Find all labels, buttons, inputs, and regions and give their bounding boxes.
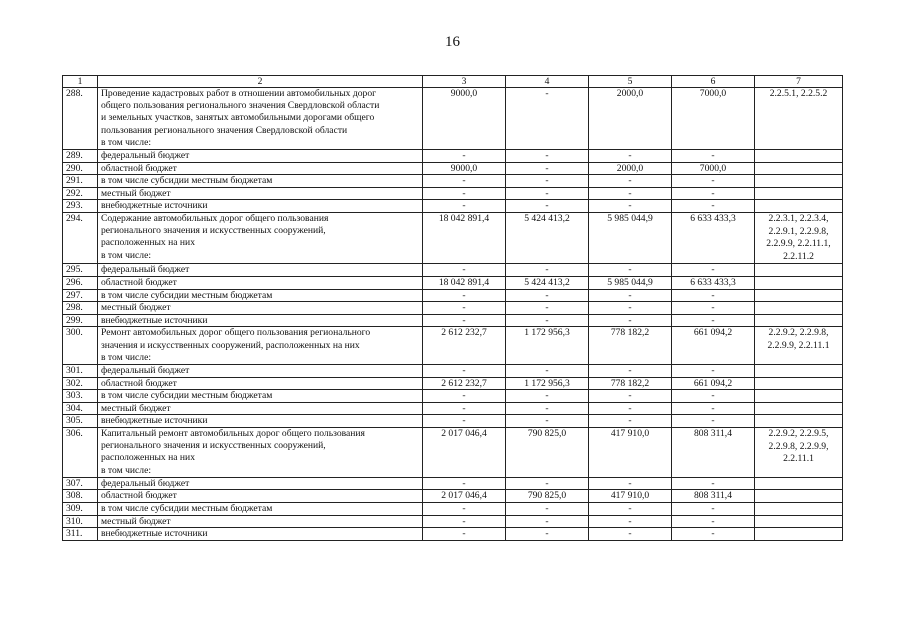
description-line: Содержание автомобильных дорог общего пользования: [101, 212, 329, 224]
amount-cell: -: [672, 515, 755, 528]
column-header: 2: [98, 76, 423, 88]
amount-cell: 2 612 232,7: [423, 377, 506, 390]
row-description: [98, 515, 423, 528]
table-row: [63, 150, 843, 163]
amount-cell: 7000,0: [672, 88, 755, 150]
row-description: [98, 477, 423, 490]
amount-cell: -: [589, 502, 672, 515]
amount-cell: -: [506, 502, 589, 515]
amount-cell: -: [423, 187, 506, 200]
amount-cell: -: [589, 200, 672, 213]
column-header: 4: [506, 76, 589, 88]
reference-line: 2.2.9.8, 2.2.9.9,: [768, 440, 829, 452]
description-line: в том числе:: [101, 136, 152, 148]
row-number: 293.: [63, 200, 98, 213]
amount-cell: -: [589, 264, 672, 277]
reference-cell: [755, 264, 843, 277]
amount-cell: 6 633 433,3: [672, 212, 755, 263]
table-row: [63, 364, 843, 377]
amount-cell: -: [423, 528, 506, 541]
amount-cell: -: [506, 402, 589, 415]
description-line: федеральный бюджет: [101, 477, 190, 489]
amount-cell: 5 985 044,9: [589, 276, 672, 289]
amount-cell: 18 042 891,4: [423, 212, 506, 263]
amount-cell: 2000,0: [589, 162, 672, 175]
amount-cell: -: [672, 200, 755, 213]
amount-cell: -: [506, 390, 589, 403]
amount-cell: 9000,0: [423, 162, 506, 175]
amount-cell: -: [423, 200, 506, 213]
table-row: [63, 314, 843, 327]
amount-cell: 2 612 232,7: [423, 327, 506, 365]
amount-cell: -: [423, 415, 506, 428]
amount-cell: -: [672, 175, 755, 188]
reference-line: 2.2.3.1, 2.2.3.4,: [768, 212, 829, 224]
row-number: 305.: [63, 415, 98, 428]
column-header: 7: [755, 76, 843, 88]
description-line: в том числе субсидии местным бюджетам: [101, 175, 273, 187]
reference-line: 2.2.5.1, 2.2.5.2: [769, 88, 828, 99]
amount-cell: -: [506, 415, 589, 428]
description-line: областной бюджет: [101, 276, 177, 288]
amount-cell: 661 094,2: [672, 377, 755, 390]
table-row: [63, 402, 843, 415]
description-line: в том числе субсидии местным бюджетам: [101, 502, 273, 514]
amount-cell: -: [589, 364, 672, 377]
description-line: федеральный бюджет: [101, 150, 190, 162]
table-row: [63, 502, 843, 515]
amount-cell: -: [506, 515, 589, 528]
table-row: [63, 212, 843, 263]
amount-cell: -: [423, 402, 506, 415]
reference-cell: [755, 515, 843, 528]
description-line: местный бюджет: [101, 302, 171, 314]
amount-cell: -: [423, 390, 506, 403]
row-description: [98, 175, 423, 188]
amount-cell: -: [423, 477, 506, 490]
row-number: 294.: [63, 212, 98, 263]
amount-cell: -: [589, 528, 672, 541]
amount-cell: -: [506, 175, 589, 188]
amount-cell: 661 094,2: [672, 327, 755, 365]
description-line: в том числе субсидии местным бюджетам: [101, 390, 273, 402]
row-description: [98, 88, 423, 150]
table-row: [63, 390, 843, 403]
row-number: 288.: [63, 88, 98, 150]
column-header: 1: [63, 76, 98, 88]
amount-cell: 5 424 413,2: [506, 276, 589, 289]
reference-cell: [755, 528, 843, 541]
amount-cell: -: [506, 477, 589, 490]
amount-cell: -: [423, 302, 506, 315]
budget-table: [62, 75, 843, 541]
row-number: 292.: [63, 187, 98, 200]
amount-cell: -: [506, 314, 589, 327]
amount-cell: -: [589, 390, 672, 403]
amount-cell: -: [672, 477, 755, 490]
amount-cell: -: [506, 150, 589, 163]
description-line: в том числе субсидии местным бюджетам: [101, 289, 273, 301]
row-number: 307.: [63, 477, 98, 490]
amount-cell: 808 311,4: [672, 427, 755, 477]
amount-cell: -: [589, 175, 672, 188]
row-number: 289.: [63, 150, 98, 163]
row-description: [98, 427, 423, 477]
table-row: [63, 200, 843, 213]
reference-cell: [755, 377, 843, 390]
header-row: [63, 76, 843, 88]
reference-cell: [755, 490, 843, 503]
row-description: [98, 200, 423, 213]
row-number: 310.: [63, 515, 98, 528]
row-description: [98, 276, 423, 289]
amount-cell: 1 172 956,3: [506, 377, 589, 390]
table-row: [63, 528, 843, 541]
amount-cell: -: [506, 200, 589, 213]
description-line: и земельных участков, занятых автомобильными дорогами общего: [101, 112, 375, 124]
column-header: 6: [672, 76, 755, 88]
description-line: расположенных на них: [101, 452, 195, 464]
description-line: значения и искусственных сооружений, расположенных на них: [101, 339, 360, 351]
table-row: [63, 477, 843, 490]
reference-line: 2.2.11.2: [783, 250, 814, 262]
amount-cell: -: [423, 364, 506, 377]
row-description: [98, 314, 423, 327]
reference-cell: [755, 427, 843, 477]
amount-cell: -: [423, 175, 506, 188]
amount-cell: -: [672, 187, 755, 200]
row-description: [98, 264, 423, 277]
reference-cell: [755, 327, 843, 365]
amount-cell: 18 042 891,4: [423, 276, 506, 289]
amount-cell: -: [506, 364, 589, 377]
reference-line: 2.2.9.1, 2.2.9.8,: [768, 225, 829, 237]
row-number: 303.: [63, 390, 98, 403]
table-row: [63, 289, 843, 302]
reference-line: 2.2.9.2, 2.2.9.8,: [768, 327, 829, 339]
description-line: внебюджетные источники: [101, 415, 208, 427]
reference-cell: [755, 175, 843, 188]
row-number: 296.: [63, 276, 98, 289]
table-row: [63, 377, 843, 390]
amount-cell: 778 182,2: [589, 377, 672, 390]
reference-cell: [755, 502, 843, 515]
description-line: местный бюджет: [101, 402, 171, 414]
row-number: 301.: [63, 364, 98, 377]
reference-cell: [755, 289, 843, 302]
reference-line: 2.2.9.9, 2.2.11.1,: [766, 238, 831, 250]
row-description: [98, 502, 423, 515]
amount-cell: -: [672, 150, 755, 163]
amount-cell: -: [672, 502, 755, 515]
row-description: [98, 302, 423, 315]
reference-cell: [755, 212, 843, 263]
page-number: 16: [445, 34, 460, 50]
reference-cell: [755, 302, 843, 315]
row-number: 306.: [63, 427, 98, 477]
amount-cell: -: [423, 150, 506, 163]
amount-cell: 417 910,0: [589, 427, 672, 477]
description-line: внебюджетные источники: [101, 314, 208, 326]
row-number: 304.: [63, 402, 98, 415]
amount-cell: 790 825,0: [506, 490, 589, 503]
amount-cell: 2 017 046,4: [423, 427, 506, 477]
column-header: 5: [589, 76, 672, 88]
row-description: [98, 490, 423, 503]
amount-cell: -: [506, 289, 589, 302]
amount-cell: -: [672, 302, 755, 315]
description-line: федеральный бюджет: [101, 264, 190, 276]
row-number: 297.: [63, 289, 98, 302]
amount-cell: -: [589, 187, 672, 200]
description-line: Проведение кадастровых работ в отношении автомобильных дорог: [101, 88, 377, 99]
reference-cell: [755, 314, 843, 327]
description-line: областной бюджет: [101, 377, 177, 389]
amount-cell: 790 825,0: [506, 427, 589, 477]
reference-cell: [755, 402, 843, 415]
row-number: 291.: [63, 175, 98, 188]
reference-line: 2.2.11.1: [783, 453, 814, 465]
row-number: 308.: [63, 490, 98, 503]
description-line: в том числе:: [101, 464, 152, 476]
amount-cell: 6 633 433,3: [672, 276, 755, 289]
description-line: областной бюджет: [101, 162, 177, 174]
reference-cell: [755, 162, 843, 175]
amount-cell: 5 985 044,9: [589, 212, 672, 263]
reference-cell: [755, 390, 843, 403]
row-description: [98, 150, 423, 163]
table-row: [63, 264, 843, 277]
description-line: общего пользования регионального значения Свердловской области: [101, 100, 380, 112]
reference-cell: [755, 200, 843, 213]
amount-cell: -: [423, 264, 506, 277]
amount-cell: -: [672, 528, 755, 541]
table-row: [63, 88, 843, 150]
amount-cell: -: [423, 515, 506, 528]
description-line: областной бюджет: [101, 490, 177, 502]
amount-cell: -: [589, 150, 672, 163]
description-line: регионального значения и искусственных сооружений,: [101, 225, 326, 237]
description-line: местный бюджет: [101, 515, 171, 527]
amount-cell: -: [423, 502, 506, 515]
amount-cell: 417 910,0: [589, 490, 672, 503]
row-description: [98, 289, 423, 302]
amount-cell: -: [589, 477, 672, 490]
description-line: Капитальный ремонт автомобильных дорог общего пользования: [101, 427, 365, 439]
amount-cell: -: [589, 302, 672, 315]
amount-cell: -: [672, 364, 755, 377]
description-line: федеральный бюджет: [101, 364, 190, 376]
amount-cell: -: [672, 390, 755, 403]
amount-cell: -: [589, 314, 672, 327]
row-description: [98, 212, 423, 263]
amount-cell: 1 172 956,3: [506, 327, 589, 365]
reference-cell: [755, 477, 843, 490]
amount-cell: -: [506, 187, 589, 200]
row-number: 295.: [63, 264, 98, 277]
row-number: 299.: [63, 314, 98, 327]
reference-line: 2.2.9.9, 2.2.11.1: [767, 339, 830, 351]
amount-cell: 5 424 413,2: [506, 212, 589, 263]
table-row: [63, 415, 843, 428]
row-number: 300.: [63, 327, 98, 365]
description-line: регионального значения и искусственных сооружений,: [101, 440, 326, 452]
table-row: [63, 162, 843, 175]
table-row: [63, 327, 843, 365]
row-number: 298.: [63, 302, 98, 315]
description-line: в том числе:: [101, 351, 152, 363]
row-number: 302.: [63, 377, 98, 390]
column-header: 3: [423, 76, 506, 88]
row-number: 311.: [63, 528, 98, 541]
description-line: Ремонт автомобильных дорог общего пользования регионального: [101, 327, 371, 339]
row-description: [98, 528, 423, 541]
amount-cell: -: [672, 415, 755, 428]
amount-cell: -: [589, 515, 672, 528]
row-description: [98, 377, 423, 390]
amount-cell: -: [506, 162, 589, 175]
amount-cell: 7000,0: [672, 162, 755, 175]
table-row: [63, 490, 843, 503]
amount-cell: -: [672, 264, 755, 277]
amount-cell: -: [672, 314, 755, 327]
table-row: [63, 187, 843, 200]
reference-cell: [755, 187, 843, 200]
reference-cell: [755, 150, 843, 163]
description-line: расположенных на них: [101, 237, 195, 249]
table-body: [63, 88, 843, 541]
description-line: пользования регионального значения Свердловской области: [101, 124, 348, 136]
amount-cell: -: [589, 289, 672, 302]
description-line: внебюджетные источники: [101, 200, 208, 212]
row-description: [98, 415, 423, 428]
amount-cell: -: [506, 528, 589, 541]
amount-cell: 2 017 046,4: [423, 490, 506, 503]
description-line: внебюджетные источники: [101, 528, 208, 540]
table-row: [63, 302, 843, 315]
description-line: в том числе:: [101, 249, 152, 261]
amount-cell: 778 182,2: [589, 327, 672, 365]
description-line: местный бюджет: [101, 187, 171, 199]
amount-cell: 808 311,4: [672, 490, 755, 503]
amount-cell: -: [506, 302, 589, 315]
amount-cell: -: [589, 402, 672, 415]
reference-cell: [755, 364, 843, 377]
reference-cell: [755, 88, 843, 150]
amount-cell: 2000,0: [589, 88, 672, 150]
amount-cell: -: [672, 402, 755, 415]
table-row: [63, 427, 843, 477]
row-number: 290.: [63, 162, 98, 175]
row-description: [98, 402, 423, 415]
amount-cell: -: [506, 264, 589, 277]
table-row: [63, 175, 843, 188]
row-description: [98, 327, 423, 365]
row-number: 309.: [63, 502, 98, 515]
reference-line: 2.2.9.2, 2.2.9.5,: [768, 427, 829, 439]
amount-cell: -: [423, 289, 506, 302]
row-description: [98, 390, 423, 403]
row-description: [98, 162, 423, 175]
amount-cell: -: [672, 289, 755, 302]
table-row: [63, 276, 843, 289]
amount-cell: -: [423, 314, 506, 327]
row-description: [98, 364, 423, 377]
reference-cell: [755, 415, 843, 428]
table-row: [63, 515, 843, 528]
row-description: [98, 187, 423, 200]
reference-cell: [755, 276, 843, 289]
amount-cell: 9000,0: [423, 88, 506, 150]
amount-cell: -: [506, 88, 589, 150]
amount-cell: -: [589, 415, 672, 428]
